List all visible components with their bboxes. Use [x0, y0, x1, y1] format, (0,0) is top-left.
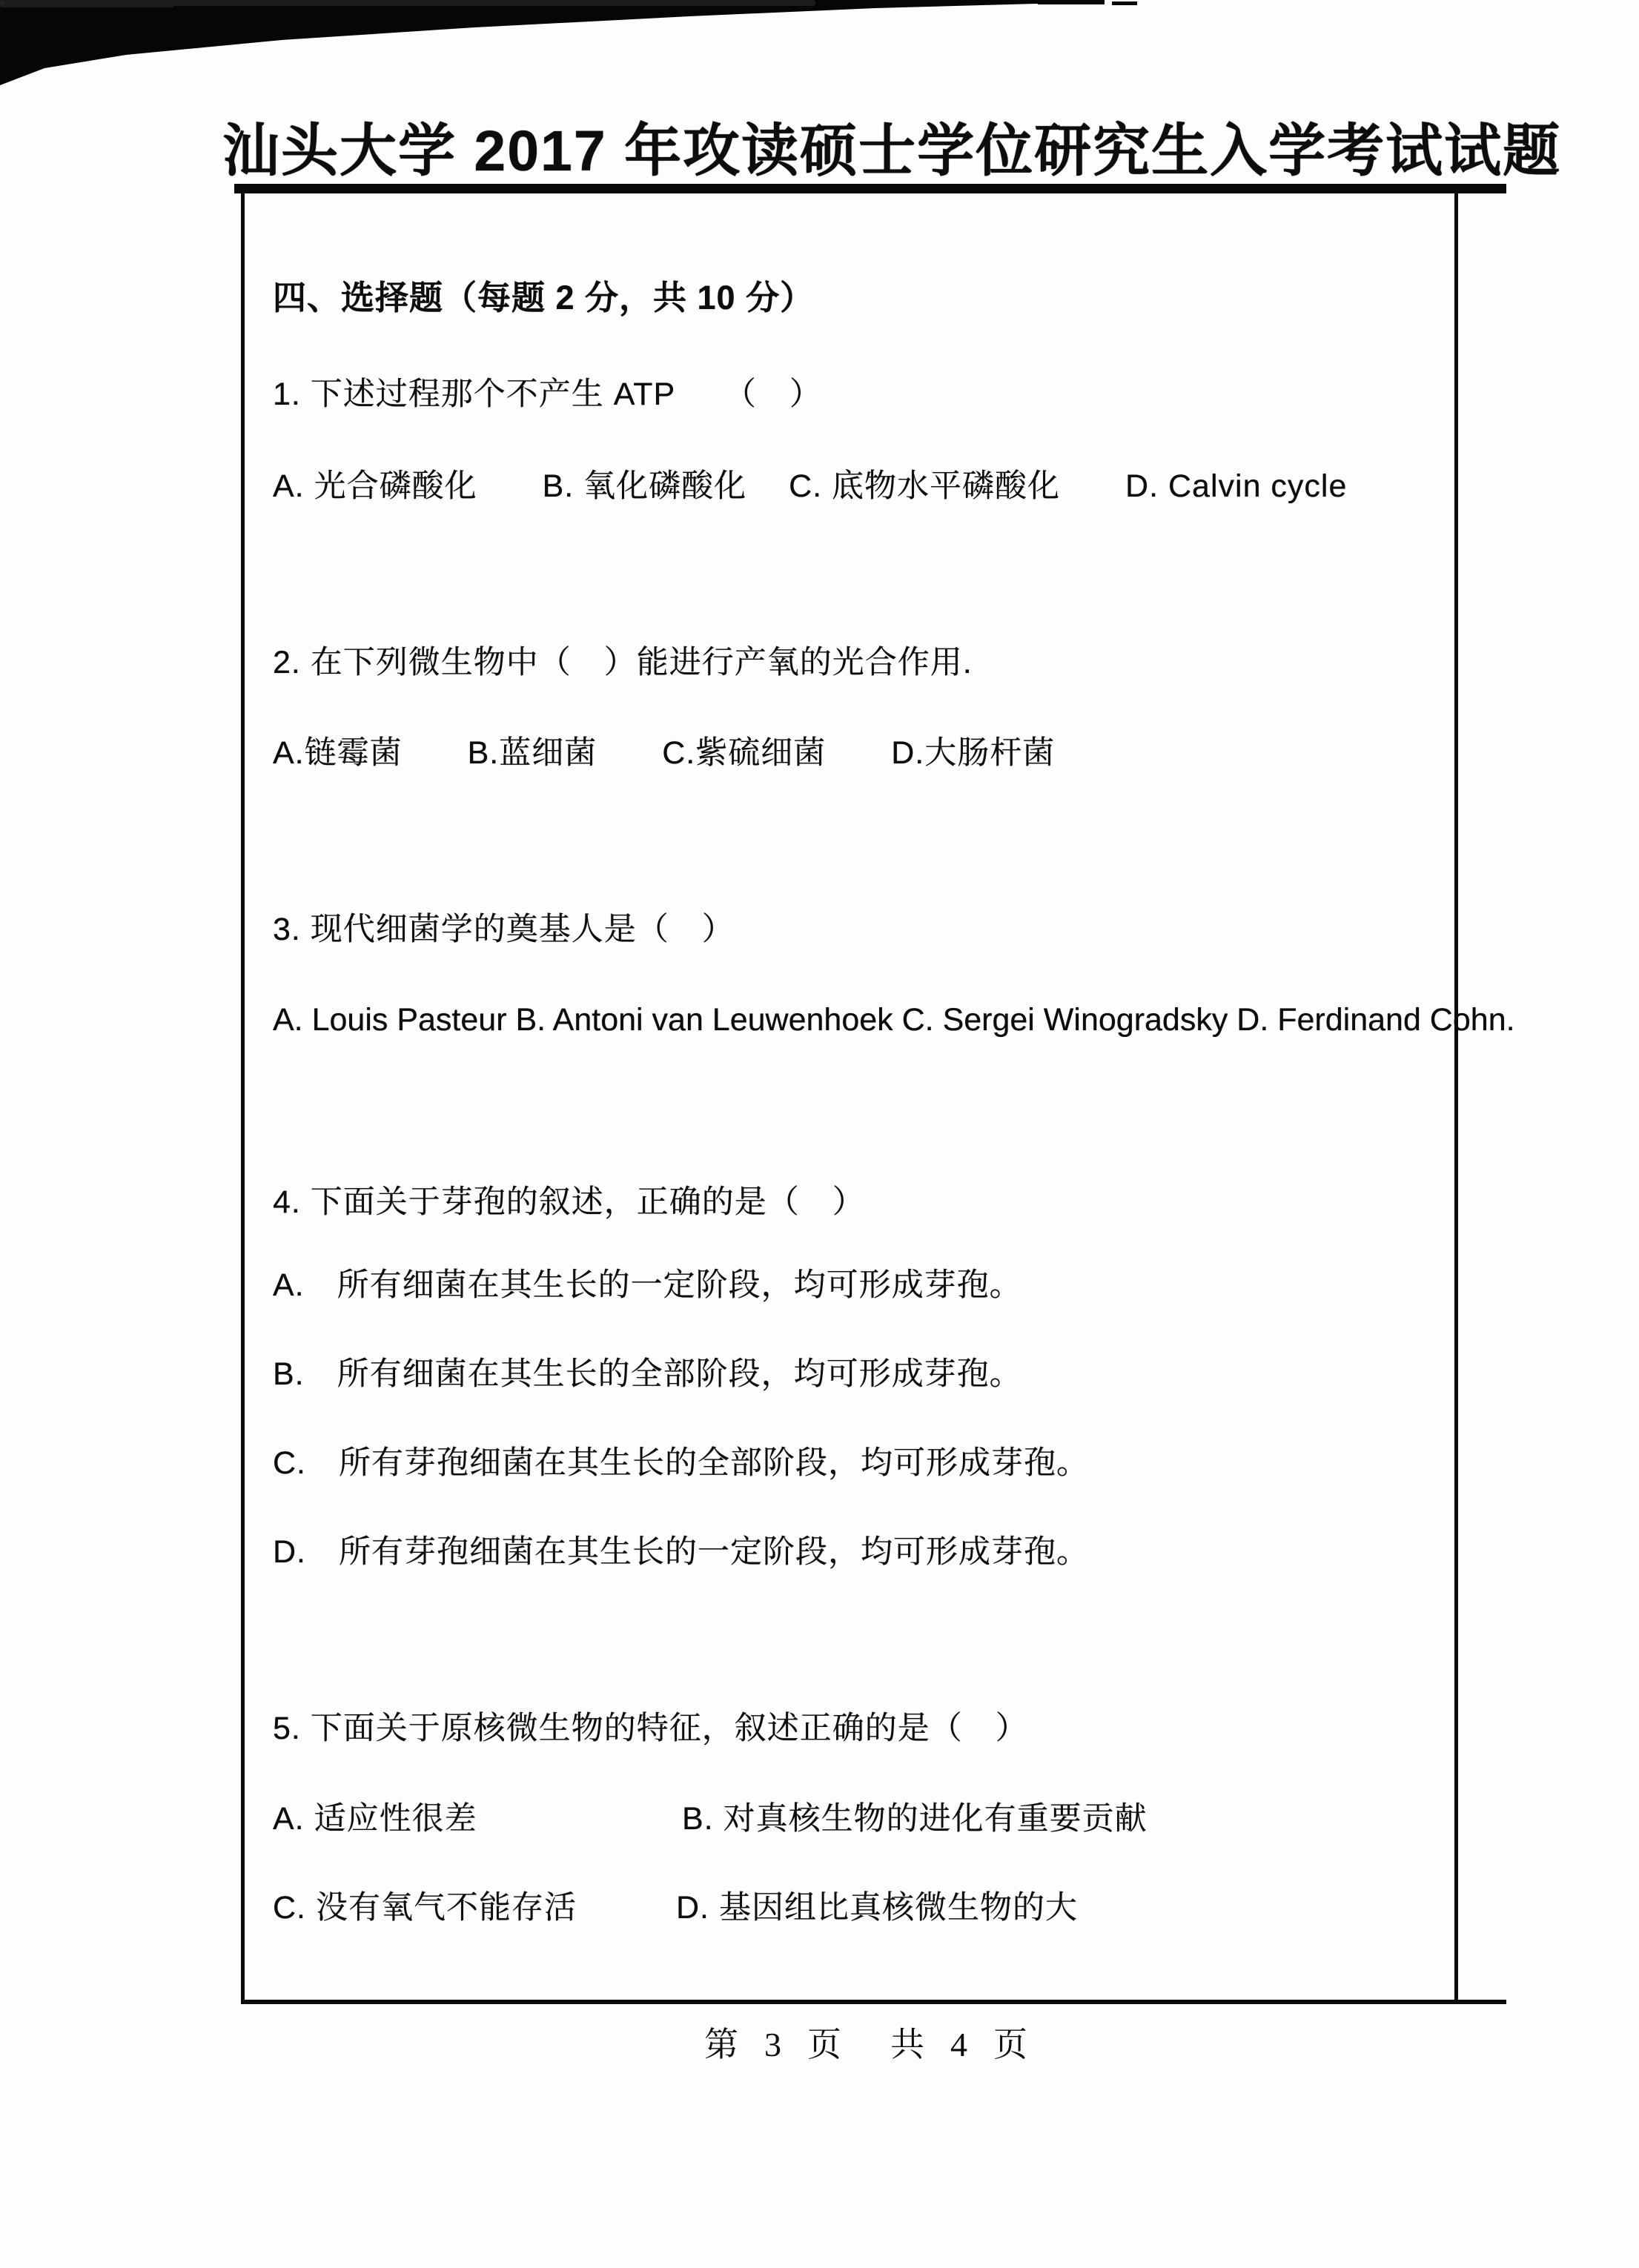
title-underline [234, 184, 1506, 193]
content-box-bottom-border [241, 2000, 1506, 2004]
question-4-option-a: A. 所有细菌在其生长的一定阶段，均可形成芽孢。 [273, 1267, 1022, 1303]
question-2-options: A.链霉菌 B.蓝细菌 C.紫硫细菌 D.大肠杆菌 [273, 735, 1056, 771]
question-4-stem: 4. 下面关于芽孢的叙述，正确的是（ ） [273, 1184, 865, 1220]
question-1-options: A. 光合磷酸化 B. 氧化磷酸化 C. 底物水平磷酸化 D. Calvin cycle [273, 468, 1348, 504]
question-3-options: A. Louis Pasteur B. Antoni van Leuwenhoek C. Sergei Winogradsky D. Ferdinand Cohn. [273, 1002, 1515, 1038]
question-4-option-b: B. 所有细菌在其生长的全部阶段，均可形成芽孢。 [273, 1356, 1022, 1392]
question-1-stem: 1. 下述过程那个不产生 ATP （ ） [273, 377, 822, 412]
question-4-option-d: D. 所有芽孢细菌在其生长的一定阶段，均可形成芽孢。 [273, 1534, 1089, 1570]
question-5-option-b: B. 对真核生物的进化有重要贡献 [682, 1801, 1148, 1837]
question-5-option-c: C. 没有氧气不能存活 [273, 1890, 577, 1926]
scan-speck [0, 0, 3, 3]
scan-artifact-top-band [0, 0, 1186, 85]
question-4-option-c: C. 所有芽孢细菌在其生长的全部阶段，均可形成芽孢。 [273, 1445, 1089, 1481]
scan-artifact-bottom-segment [0, 0, 174, 7]
question-3-stem: 3. 现代细菌学的奠基人是（ ） [273, 912, 735, 947]
question-5-option-d: D. 基因组比真核微生物的大 [676, 1890, 1078, 1926]
question-2-stem: 2. 在下列微生物中（ ）能进行产氧的光合作用. [273, 645, 973, 680]
content-box-right-border [1454, 187, 1458, 2004]
content-box-left-border [241, 187, 245, 2004]
page-title: 汕头大学 2017 年攻读硕士学位研究生入学考试试题 [222, 119, 1562, 183]
question-5-option-a: A. 适应性很差 [273, 1801, 477, 1837]
section-header: 四、选择题（每题 2 分，共 10 分） [273, 279, 815, 316]
page-footer: 第 3 页 共 4 页 [704, 2026, 1030, 2063]
question-5-stem: 5. 下面关于原核微生物的特征，叙述正确的是（ ） [273, 1711, 1028, 1746]
